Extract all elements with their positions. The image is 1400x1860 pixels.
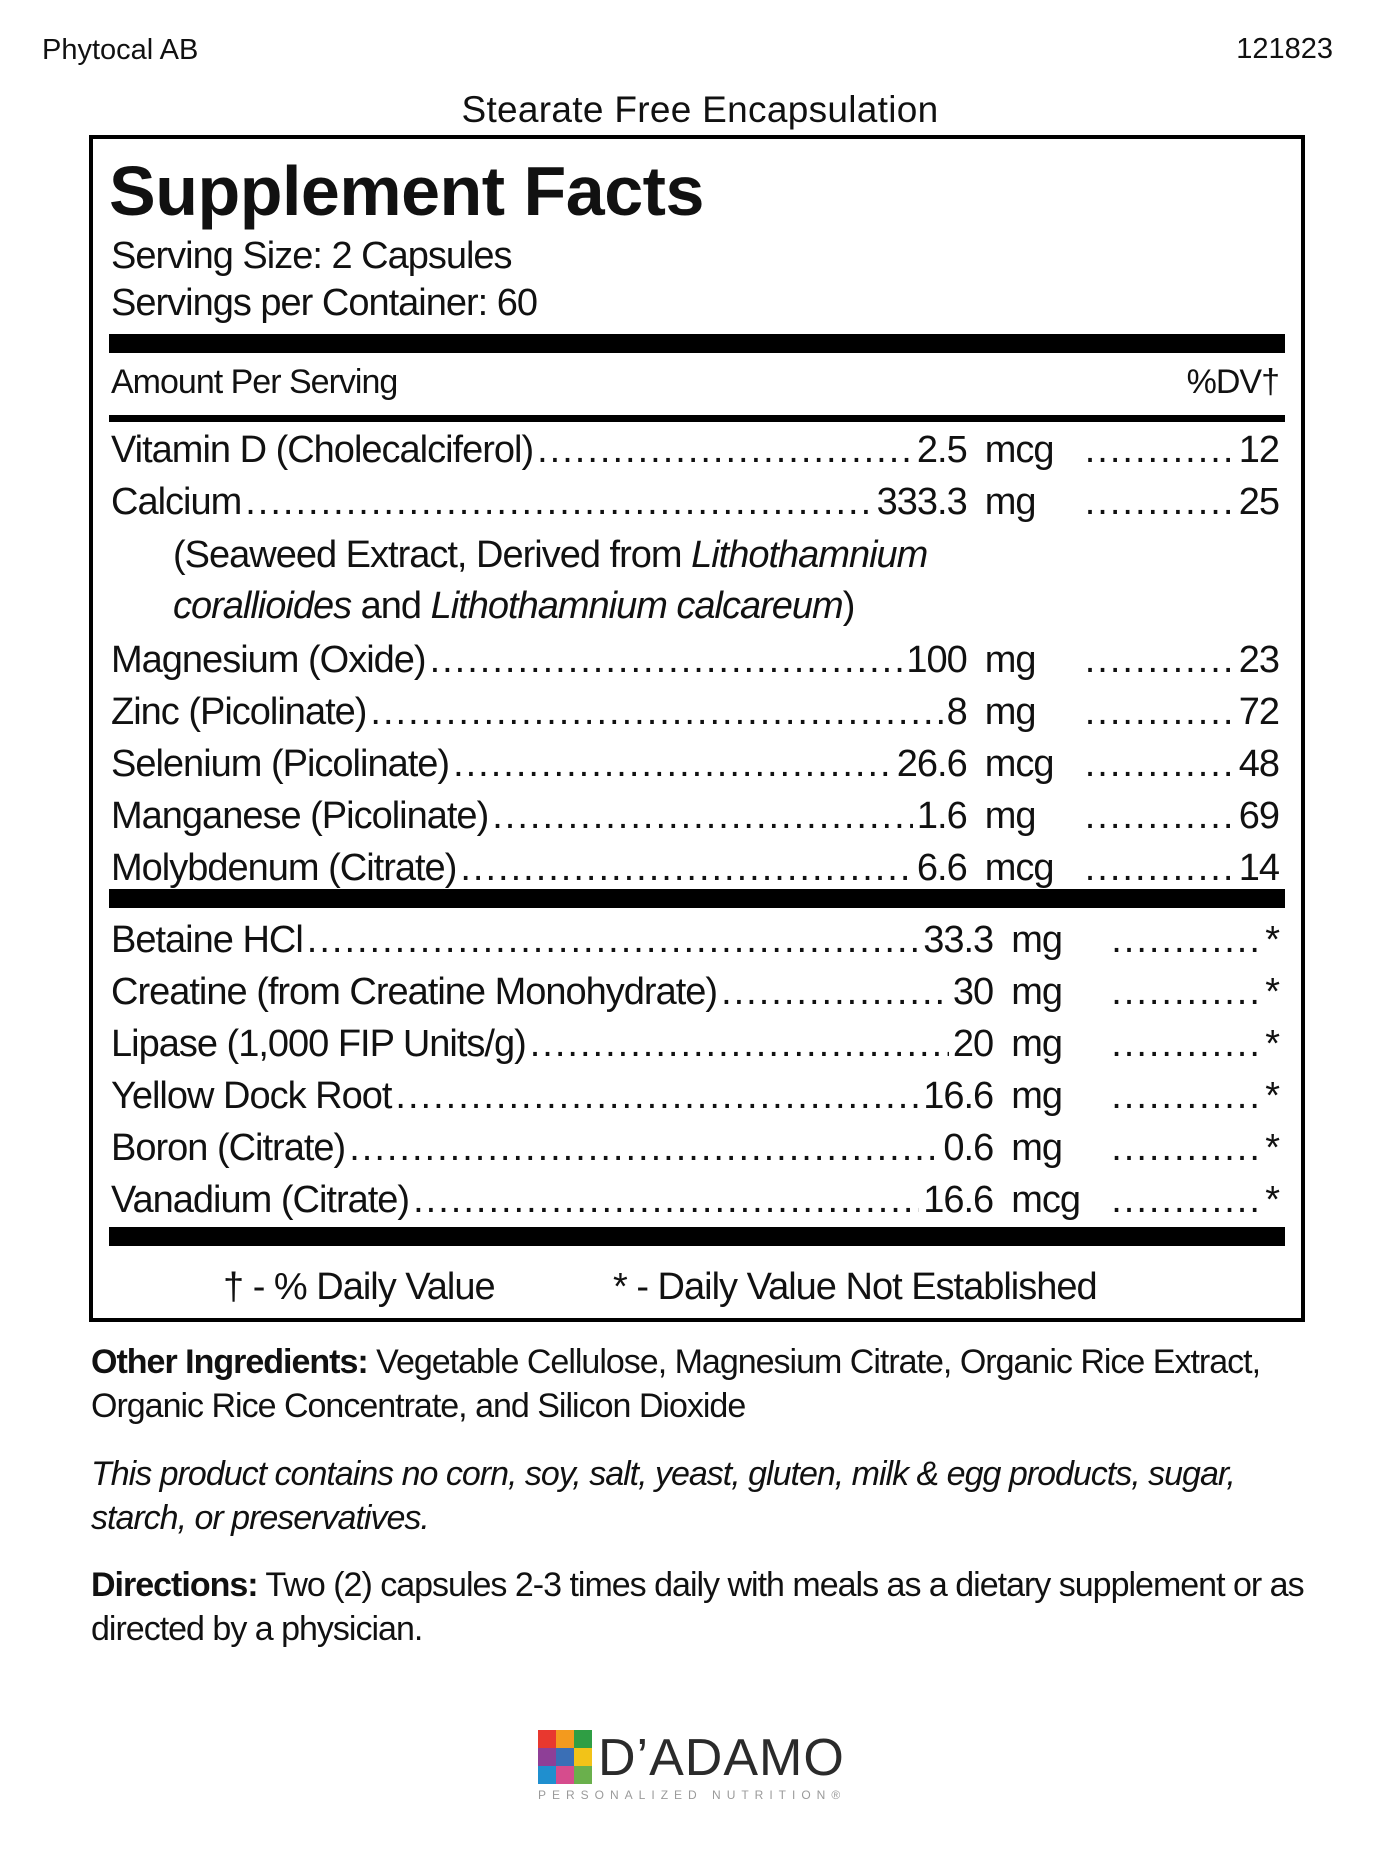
logo-tile xyxy=(556,1748,574,1766)
logo-tile xyxy=(574,1766,592,1784)
nutrient-unit: mg xyxy=(984,481,1036,523)
dot-leader xyxy=(1111,971,1261,1014)
nutrient-name: Betaine HCl xyxy=(111,919,303,961)
dot-leader xyxy=(1085,429,1235,472)
nutrient-name: Vitamin D (Cholecalciferol) xyxy=(111,429,534,471)
logo-tile xyxy=(574,1730,592,1748)
nutrient-daily-value: 48 xyxy=(1238,743,1279,785)
nutrient-unit: mg xyxy=(984,639,1036,681)
nutrient-amount: 0.6 xyxy=(943,1127,994,1169)
brand-name: D’ADAMO xyxy=(598,1729,845,1787)
logo-tile xyxy=(556,1730,574,1748)
dot-leader xyxy=(1085,481,1235,524)
nutrient-unit: mcg xyxy=(984,847,1054,889)
dot-leader xyxy=(1085,639,1235,682)
footnote-not-established: * - Daily Value Not Established xyxy=(613,1266,1097,1308)
thick-divider xyxy=(109,334,1285,353)
logo-tile xyxy=(538,1730,556,1748)
nutrient-daily-value: * xyxy=(1265,1127,1279,1169)
nutrient-daily-value: * xyxy=(1265,1179,1279,1221)
nutrient-row xyxy=(111,691,1279,737)
dot-leader xyxy=(460,847,913,890)
nutrient-daily-value: 23 xyxy=(1238,639,1279,681)
dot-leader xyxy=(1085,795,1235,838)
product-code: 121823 xyxy=(1236,33,1333,65)
logo-tile xyxy=(574,1748,592,1766)
nutrient-amount: 8 xyxy=(946,691,967,733)
dot-leader xyxy=(1111,1075,1261,1118)
divider xyxy=(109,415,1285,422)
dot-leader xyxy=(530,1023,949,1066)
nutrient-daily-value: 72 xyxy=(1238,691,1279,733)
nutrient-daily-value: 14 xyxy=(1238,847,1279,889)
nutrient-row xyxy=(111,847,1279,893)
dot-leader xyxy=(370,691,942,734)
nutrient-name: Selenium (Picolinate) xyxy=(111,743,450,785)
directions xyxy=(91,1563,1331,1651)
nutrient-daily-value: * xyxy=(1265,1075,1279,1117)
serving-size: Serving Size: 2 Capsules xyxy=(111,235,512,277)
logo-mosaic-icon xyxy=(538,1730,592,1784)
dot-leader xyxy=(395,1075,919,1118)
free-from-statement: This product contains no corn, soy, salt, yeast, gluten, milk & egg products, sugar, starch, or preservatives. xyxy=(91,1455,1235,1537)
nutrient-name: Creatine (from Creatine Monohydrate) xyxy=(111,971,718,1013)
amount-per-serving-label: Amount Per Serving xyxy=(111,363,398,401)
footnote-daily-value: † - % Daily Value xyxy=(223,1266,495,1308)
dot-leader xyxy=(1111,1023,1261,1066)
calcium-source-line-2: corallioides and Lithothamnium calcareum) xyxy=(173,585,855,627)
dot-leader xyxy=(413,1179,919,1222)
encapsulation-note: Stearate Free Encapsulation xyxy=(461,89,939,130)
nutrient-row xyxy=(111,1127,1279,1173)
panel-title: Supplement Facts xyxy=(109,152,704,230)
nutrient-daily-value: 69 xyxy=(1238,795,1279,837)
nutrient-unit: mg xyxy=(984,691,1036,733)
nutrient-row xyxy=(111,429,1279,475)
dot-leader xyxy=(1111,919,1261,962)
servings-per-container: Servings per Container: 60 xyxy=(111,282,538,324)
dot-leader xyxy=(453,743,893,786)
dot-leader xyxy=(1111,1179,1261,1222)
nutrient-amount: 26.6 xyxy=(896,743,967,785)
nutrient-unit: mcg xyxy=(1011,1179,1080,1221)
nutrient-row xyxy=(111,971,1279,1017)
nutrient-amount: 100 xyxy=(906,639,967,681)
nutrient-row xyxy=(111,795,1279,841)
nutrient-row xyxy=(111,919,1279,965)
dot-leader xyxy=(1085,691,1235,734)
nutrient-daily-value: * xyxy=(1265,971,1279,1013)
dot-leader xyxy=(245,481,872,524)
dot-leader xyxy=(1085,847,1235,890)
nutrient-name: Molybdenum (Citrate) xyxy=(111,847,457,889)
nutrient-daily-value: * xyxy=(1265,1023,1279,1065)
dv-header-label: %DV† xyxy=(1186,363,1279,401)
amount-header-row xyxy=(111,363,1279,402)
dot-leader xyxy=(492,795,913,838)
brand-tagline: PERSONALIZED NUTRITION® xyxy=(538,1788,847,1802)
nutrient-unit: mg xyxy=(1011,1127,1062,1169)
nutrient-name: Zinc (Picolinate) xyxy=(111,691,367,733)
dot-leader xyxy=(1111,1127,1261,1170)
nutrient-row xyxy=(111,1075,1279,1121)
nutrient-daily-value: 12 xyxy=(1238,429,1279,471)
supplement-facts-panel xyxy=(89,135,1305,1322)
nutrient-amount: 1.6 xyxy=(916,795,967,837)
other-ingredients-text: Vegetable Cellulose, Magnesium Citrate, Organic Rice Extract, Organic Rice Concentrate, and Silicon Dioxide xyxy=(91,1343,1261,1425)
dot-leader xyxy=(349,1127,939,1170)
nutrient-daily-value: * xyxy=(1265,919,1279,961)
dot-leader xyxy=(430,639,903,682)
nutrient-amount: 30 xyxy=(952,971,994,1013)
nutrient-amount: 16.6 xyxy=(923,1075,994,1117)
nutrient-name: Manganese (Picolinate) xyxy=(111,795,489,837)
nutrient-amount: 2.5 xyxy=(916,429,967,471)
nutrient-daily-value: 25 xyxy=(1238,481,1279,523)
other-ingredients xyxy=(91,1340,1331,1428)
nutrient-amount: 333.3 xyxy=(876,481,967,523)
nutrient-name: Calcium xyxy=(111,481,242,523)
dot-leader xyxy=(1085,743,1235,786)
nutrient-name: Vanadium (Citrate) xyxy=(111,1179,410,1221)
nutrient-unit: mg xyxy=(1011,919,1062,961)
thick-divider xyxy=(109,889,1285,908)
product-name: Phytocal AB xyxy=(42,34,199,66)
logo-tile xyxy=(538,1748,556,1766)
nutrient-unit: mg xyxy=(984,795,1036,837)
nutrient-row xyxy=(111,1179,1279,1225)
nutrient-amount: 20 xyxy=(952,1023,994,1065)
logo-tile xyxy=(538,1766,556,1784)
nutrient-row xyxy=(111,481,1279,527)
nutrient-unit: mg xyxy=(1011,1075,1062,1117)
nutrient-unit: mcg xyxy=(984,743,1054,785)
nutrient-unit: mcg xyxy=(984,429,1054,471)
thick-divider xyxy=(109,1227,1285,1246)
nutrient-amount: 6.6 xyxy=(916,847,967,889)
directions-text: Two (2) capsules 2-3 times daily with meals as a dietary supplement or as directed by a physician. xyxy=(91,1566,1304,1648)
nutrient-row xyxy=(111,1023,1279,1069)
dot-leader xyxy=(721,971,949,1014)
nutrient-row xyxy=(111,743,1279,789)
nutrient-amount: 16.6 xyxy=(923,1179,994,1221)
nutrient-unit: mg xyxy=(1011,1023,1062,1065)
calcium-source-line-1: (Seaweed Extract, Derived from Lithothamnium xyxy=(173,534,928,576)
nutrient-name: Magnesium (Oxide) xyxy=(111,639,426,681)
logo-tile xyxy=(556,1766,574,1784)
nutrient-name: Boron (Citrate) xyxy=(111,1127,346,1169)
nutrient-row xyxy=(111,639,1279,685)
nutrient-name: Lipase (1,000 FIP Units/g) xyxy=(111,1023,526,1065)
nutrient-name: Yellow Dock Root xyxy=(111,1075,392,1117)
dot-leader xyxy=(537,429,913,472)
nutrient-amount: 33.3 xyxy=(923,919,994,961)
directions-label: Directions: xyxy=(91,1566,258,1604)
dot-leader xyxy=(307,919,919,962)
brand-logo xyxy=(538,1730,858,1820)
nutrient-unit: mg xyxy=(1011,971,1062,1013)
other-ingredients-label: Other Ingredients: xyxy=(91,1343,368,1381)
